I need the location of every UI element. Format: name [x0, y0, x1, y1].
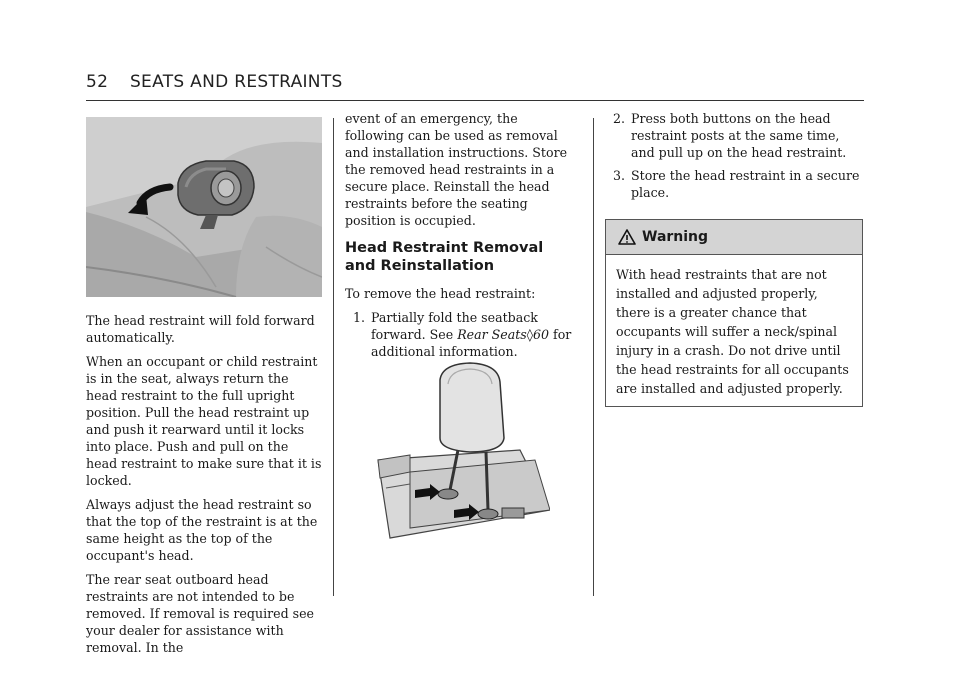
step-number: 1.	[352, 310, 365, 325]
list-item	[345, 309, 577, 360]
warning-text: With head restraints that are not installed and adjusted properly, there is a greater chance that occupants will suffer a neck/spinal injury in a crash. Do not drive until the head restraints for all occupants are installed and adjusted properly.	[616, 267, 849, 396]
step-text-part: for additional information.	[371, 327, 572, 359]
column-divider-1	[333, 118, 334, 596]
step-list	[605, 110, 865, 201]
warning-header	[606, 220, 862, 255]
paragraph: When an occupant or child restraint is in the seat, always return the head restraint to the full upright position. Pull the head restraint up and push it rearward until it locks into place. Push and pull on the head restraint to make sure that it is locked.	[86, 354, 322, 488]
paragraph: To remove the head restraint:	[345, 286, 536, 301]
column-3	[605, 110, 865, 407]
paragraph: event of an emergency, the following can be used as removal and installation instructions. Store the removed head restraints in a secure place. Reinstall the head restraints before the seating position is occupied.	[345, 111, 568, 228]
warning-box	[605, 219, 863, 407]
page-ref-icon: ◊	[526, 327, 534, 342]
warning-triangle-icon	[618, 229, 636, 245]
step-text-part: Partially fold the seatback forward. See	[371, 310, 538, 342]
head-restraint-removal-illustration	[370, 360, 550, 540]
cross-reference-link[interactable]: Rear Seats	[457, 327, 527, 342]
step-number: 2.	[612, 111, 625, 126]
paragraph: Always adjust the head restraint so that the top of the restraint is at the same height as the top of the occupant's head.	[86, 497, 318, 563]
paragraph: The rear seat outboard head restraints are not intended to be removed. If removal is required see your dealer for assistance with removal. In the	[86, 572, 314, 655]
column-1	[86, 312, 322, 663]
paragraph: The head restraint will fold forward automatically.	[86, 313, 315, 345]
step-text: Store the head restraint in a secure place.	[631, 168, 860, 200]
step-number: 3.	[612, 168, 625, 183]
step-text	[371, 309, 577, 360]
page-number: 52	[86, 72, 109, 92]
warning-title: Warning	[642, 228, 709, 245]
head-restraint-fold-illustration	[86, 117, 322, 297]
column-divider-2	[593, 118, 594, 596]
header-rule	[86, 100, 864, 101]
step-list	[345, 309, 577, 360]
column-2	[345, 110, 577, 366]
list-item	[605, 167, 865, 201]
page-header	[86, 72, 343, 92]
step-text: Press both buttons on the head restraint posts at the same time, and pull up on the head restraint.	[631, 111, 847, 160]
section-heading: Head Restraint Removal and Reinstallation	[345, 240, 544, 274]
list-item	[605, 110, 865, 161]
section-title: SEATS AND RESTRAINTS	[129, 72, 343, 92]
page-reference[interactable]: 60	[533, 327, 550, 342]
